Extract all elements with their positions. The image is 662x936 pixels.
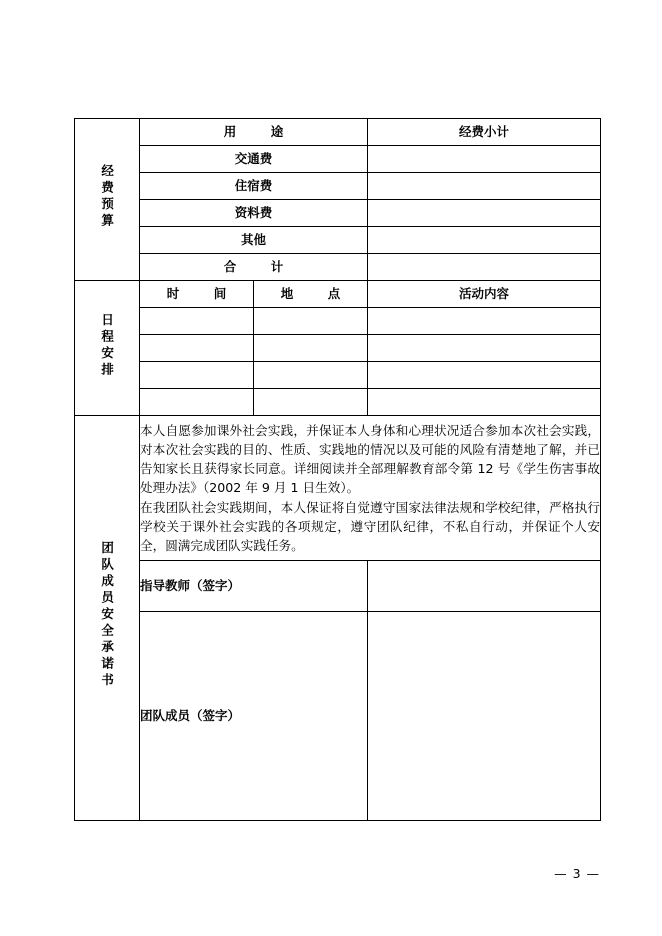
budget-row-purpose-materials: 资料费: [140, 200, 368, 227]
budget-total-row: [75, 254, 601, 281]
budget-section-label: [75, 119, 140, 281]
table-row: [75, 227, 601, 254]
schedule-row-time-1[interactable]: [140, 308, 254, 335]
members-signature-field[interactable]: [368, 612, 601, 821]
schedule-row-time-2[interactable]: [140, 335, 254, 362]
table-row: [75, 308, 601, 335]
schedule-time-header: 时 间: [140, 281, 254, 308]
budget-total-label: 合 计: [140, 254, 368, 281]
budget-purpose-header: 用 途: [140, 119, 368, 146]
budget-row-amount-transport[interactable]: [368, 146, 601, 173]
schedule-content-header: 活动内容: [368, 281, 601, 308]
commitment-text-block: [140, 416, 601, 561]
schedule-header-row: [75, 281, 601, 308]
commitment-text-row: [75, 416, 601, 561]
teacher-signature-label: 指导教师（签字）: [140, 561, 368, 612]
budget-row-purpose-transport: 交通费: [140, 146, 368, 173]
table-row: [75, 362, 601, 389]
budget-header-row: [75, 119, 601, 146]
schedule-row-place-4[interactable]: [254, 389, 368, 416]
members-signature-label: 团队成员（签字）: [140, 612, 368, 821]
table-row: [75, 173, 601, 200]
application-form-table: [74, 118, 601, 821]
schedule-section-label: [75, 281, 140, 416]
schedule-row-place-3[interactable]: [254, 362, 368, 389]
budget-section-label-text: 经费预算: [99, 164, 115, 231]
budget-total-amount[interactable]: [368, 254, 601, 281]
commitment-section-label-text: 团队成员安全承诺书: [99, 541, 115, 690]
schedule-row-content-1[interactable]: [368, 308, 601, 335]
teacher-signature-row: [75, 561, 601, 612]
schedule-place-header: 地 点: [254, 281, 368, 308]
budget-row-amount-materials[interactable]: [368, 200, 601, 227]
budget-row-amount-other[interactable]: [368, 227, 601, 254]
table-row: [75, 146, 601, 173]
schedule-row-time-3[interactable]: [140, 362, 254, 389]
budget-subtotal-header: 经费小计: [368, 119, 601, 146]
members-signature-row: [75, 612, 601, 821]
budget-row-purpose-other: 其他: [140, 227, 368, 254]
schedule-row-content-3[interactable]: [368, 362, 601, 389]
schedule-row-place-2[interactable]: [254, 335, 368, 362]
budget-row-purpose-lodging: 住宿费: [140, 173, 368, 200]
table-row: [75, 200, 601, 227]
schedule-row-content-4[interactable]: [368, 389, 601, 416]
schedule-row-time-4[interactable]: [140, 389, 254, 416]
budget-row-amount-lodging[interactable]: [368, 173, 601, 200]
schedule-row-place-1[interactable]: [254, 308, 368, 335]
commitment-paragraph-2: 在我团队社会实践期间，本人保证将自觉遵守国家法律法规和学校纪律，严格执行学校关于课外社会实践的各项规定，遵守团队纪律，不私自行动，并保证个人安全，圆满完成团队实践任务。: [140, 499, 601, 553]
schedule-row-content-2[interactable]: [368, 335, 601, 362]
table-row: [75, 335, 601, 362]
page-number: — 3 —: [554, 866, 600, 881]
schedule-section-label-text: 日程安排: [99, 312, 115, 379]
table-row: [75, 389, 601, 416]
commitment-paragraph-1: 本人自愿参加课外社会实践，并保证本人身体和心理状况适合参加本次社会实践，对本次社会实践的目的、性质、实践地的情况以及可能的风险有清楚地了解，并已告知家长且获得家长同意。详细阅读并全部理解教育部令第 12 号《学生伤害事故处理办法》（2002 年 9 月 1 日生效）。: [140, 423, 601, 496]
commitment-section-label: [75, 416, 140, 821]
teacher-signature-field[interactable]: [368, 561, 601, 612]
